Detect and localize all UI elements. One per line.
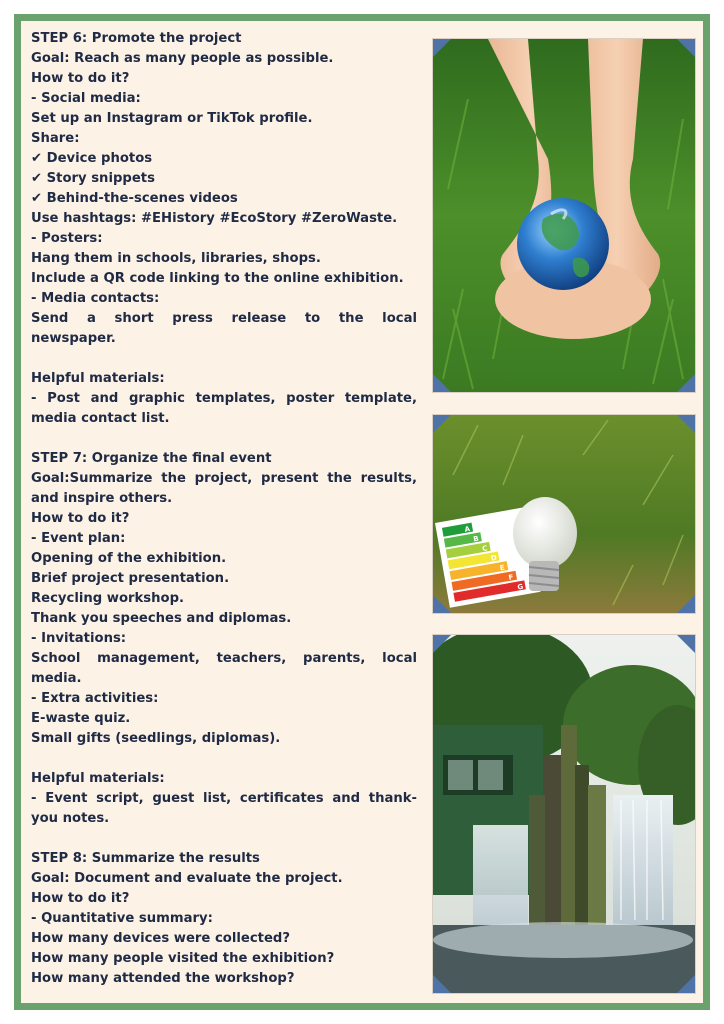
media-contacts-line-b: newspaper. <box>31 331 116 346</box>
photo-corner <box>674 972 695 993</box>
photo-corner <box>433 635 454 656</box>
step6-helpful-b: media contact list. <box>31 411 170 426</box>
event-plan-header: - Event plan: <box>31 531 126 546</box>
step8-how: How to do it? <box>31 891 130 906</box>
summary-question: How many people visited the exhibition? <box>31 951 335 966</box>
photo-corner <box>674 39 695 60</box>
share-item-photos <box>31 149 417 169</box>
share-item-label: Device photos <box>46 151 153 166</box>
step6-goal: Goal: Reach as many people as possible. <box>31 51 334 66</box>
photo-corner <box>433 371 454 392</box>
photo-corner <box>674 371 695 392</box>
text-column <box>31 29 417 989</box>
step7-goal-b: and inspire others. <box>31 491 173 506</box>
step6-how: How to do it? <box>31 71 130 86</box>
energy-bar-letter: E <box>499 563 506 573</box>
posters-header: - Posters: <box>31 231 103 246</box>
hashtags-line: Use hashtags: #EHistory #EcoStory #ZeroWaste. <box>31 211 398 226</box>
step7-helpful-header: Helpful materials: <box>31 771 165 786</box>
summary-question: How many attended the workshop? <box>31 971 295 986</box>
lightbulb-energy-label-photo <box>433 415 695 613</box>
extra-activities-header: - Extra activities: <box>31 691 159 706</box>
invitations-header: - Invitations: <box>31 631 127 646</box>
media-contacts-line-a: Send a short press release to the local <box>31 311 417 326</box>
step7-goal-a: Goal:Summarize the project, present the results, <box>31 471 417 486</box>
posters-line-2: Include a QR code linking to the online exhibition. <box>31 271 404 286</box>
posters-line-1: Hang them in schools, libraries, shops. <box>31 251 321 266</box>
photo-corner <box>433 415 454 436</box>
social-media-header: - Social media: <box>31 91 141 106</box>
quantitative-summary-header: - Quantitative summary: <box>31 911 213 926</box>
share-item-snippets <box>31 169 417 189</box>
photo-corner <box>674 415 695 436</box>
step6-helpful-a: - Post and graphic templates, poster template, <box>31 391 417 406</box>
photo-corner <box>674 592 695 613</box>
page-frame <box>14 14 710 1010</box>
energy-bar-letter: C <box>481 544 489 554</box>
step8-goal: Goal: Document and evaluate the project. <box>31 871 343 886</box>
energy-bar-letter: G <box>516 582 524 592</box>
photo-corner <box>433 39 454 60</box>
share-item-label: Story snippets <box>46 171 155 186</box>
invitations-line-a: School management, teachers, parents, local <box>31 651 417 666</box>
waterfall-garden-photo <box>433 635 695 993</box>
photo-corner <box>674 635 695 656</box>
share-header: Share: <box>31 131 80 146</box>
share-item-label: Behind-the-scenes videos <box>46 191 238 206</box>
step6-title: STEP 6: Promote the project <box>31 31 242 46</box>
photo-corner <box>433 592 454 613</box>
invitations-line-b: media. <box>31 671 82 686</box>
social-media-line: Set up an Instagram or TikTok profile. <box>31 111 313 126</box>
step8-title: STEP 8: Summarize the results <box>31 851 260 866</box>
step7-helpful-b: you notes. <box>31 811 110 826</box>
energy-bar-letter: D <box>490 553 498 563</box>
step7-how: How to do it? <box>31 511 130 526</box>
extra-activity-item: Small gifts (seedlings, diplomas). <box>31 731 281 746</box>
energy-bar-letter: F <box>507 573 515 582</box>
event-plan-item: Brief project presentation. <box>31 571 230 586</box>
extra-activity-item: E-waste quiz. <box>31 711 131 726</box>
summary-question: How many devices were collected? <box>31 931 290 946</box>
step6-helpful-header: Helpful materials: <box>31 371 165 386</box>
photo-corner <box>433 972 454 993</box>
share-item-videos <box>31 189 417 209</box>
event-plan-item: Recycling workshop. <box>31 591 185 606</box>
hands-holding-globe-photo <box>433 39 695 392</box>
energy-bar-letter: A <box>463 525 471 534</box>
step7-title: STEP 7: Organize the final event <box>31 451 272 466</box>
energy-bar-letter: B <box>472 534 480 544</box>
event-plan-item: Thank you speeches and diplomas. <box>31 611 292 626</box>
event-plan-item: Opening of the exhibition. <box>31 551 227 566</box>
step7-helpful-a: - Event script, guest list, certificates and thank- <box>31 791 417 806</box>
media-contacts-header: - Media contacts: <box>31 291 160 306</box>
